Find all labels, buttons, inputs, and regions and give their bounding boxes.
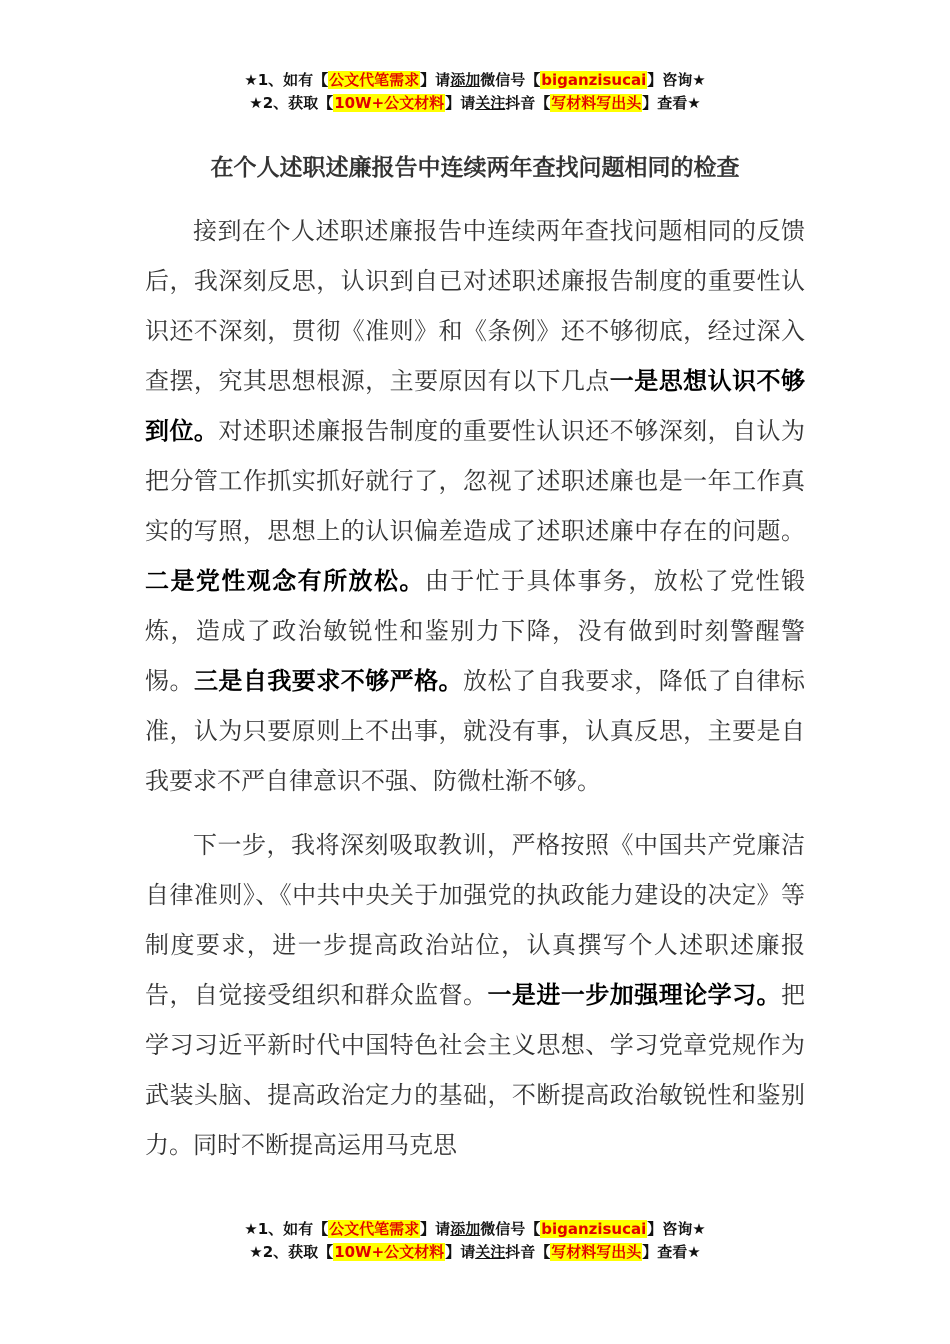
- banner-text: 抖音【: [505, 94, 551, 112]
- point-heading: 一是思想认识不够到位。: [145, 367, 806, 445]
- header-banner: [0, 69, 950, 115]
- highlight-wechat-id: biganzisucai: [541, 1220, 647, 1238]
- banner-text: 】请: [420, 1220, 451, 1238]
- banner-text: ★2、获取【: [249, 1243, 334, 1261]
- banner-underlined-text: 关注: [475, 1243, 506, 1261]
- banner-text: 】咨询★: [647, 71, 706, 89]
- banner-text: 】咨询★: [647, 1220, 706, 1238]
- paragraph-text: 对述职述廉报告制度的重要性认识还不够深刻，自认为把分管工作抓实抓好就行了，忽视了述职述廉也是一年工作真实的写照，思想上的认识偏差造成了述职述廉中存在的问题。: [145, 417, 806, 545]
- banner-text: 抖音【: [505, 1243, 551, 1261]
- paragraph-text: 把学习习近平新时代中国特色社会主义思想、学习党章党规作为武装头脑、提高政治定力的基础，不断提高政治敏锐性和鉴别力。同时不断提高运用马克思: [145, 981, 806, 1159]
- banner-text: 】请: [420, 71, 451, 89]
- paragraph-text: 接到在个人述职述廉报告中连续两年查找问题相同的反馈后，我深刻反思，认识到自已对述职述廉报告制度的重要性认识还不深刻，贯彻《准则》和《条例》还不够彻底，经过深入查摆，究其思想根源，主要原因有以下几点: [145, 217, 805, 395]
- point-heading: 三是自我要求不够严格。: [193, 667, 464, 695]
- highlight-materials: 10W+公文材料: [334, 1243, 445, 1261]
- point-heading: 二是党性观念有所放松。: [145, 567, 425, 595]
- banner-text: 】查看★: [642, 1243, 701, 1261]
- paragraph-text: 下一步，我将深刻吸取教训，严格按照《中国共产党廉洁自律准则》、《中共中央关于加强党的执政能力建设的决定》等制度要求，进一步提高政治站位，认真撰写个人述职述廉报告，自觉接受组织和群众监督。: [145, 831, 805, 1009]
- banner-text: 微信号【: [480, 71, 541, 89]
- paragraph-text: 由于忙于具体事务，放松了党性锻炼，造成了政治敏锐性和鉴别力下降，没有做到时刻警醒警惕。: [145, 567, 806, 695]
- banner-underlined-text: 添加: [450, 71, 481, 89]
- banner-text: ★1、如有【: [244, 1220, 329, 1238]
- highlight-douyin-account: 写材料写出头: [551, 94, 642, 112]
- highlight-materials: 10W+公文材料: [334, 94, 445, 112]
- document-title: 在个人述职述廉报告中连续两年查找问题相同的检查: [210, 155, 740, 181]
- banner-line-2: [0, 1241, 950, 1264]
- highlight-service: 公文代笔需求: [329, 71, 420, 89]
- banner-text: ★2、获取【: [249, 94, 334, 112]
- document-body: [145, 206, 805, 1170]
- highlight-wechat-id: biganzisucai: [541, 71, 647, 89]
- highlight-service: 公文代笔需求: [329, 1220, 420, 1238]
- banner-line-2: [0, 92, 950, 115]
- highlight-douyin-account: 写材料写出头: [551, 1243, 642, 1261]
- banner-text: 】查看★: [642, 94, 701, 112]
- banner-line-1: [0, 1218, 950, 1241]
- banner-line-1: [0, 69, 950, 92]
- point-heading: 一是进一步加强理论学习。: [487, 981, 782, 1009]
- banner-text: 】请: [445, 1243, 476, 1261]
- paragraph-reflection: [145, 206, 805, 806]
- banner-underlined-text: 关注: [475, 94, 506, 112]
- paragraph-next-steps: [145, 820, 805, 1170]
- banner-text: 】请: [445, 94, 476, 112]
- banner-text: ★1、如有【: [244, 71, 329, 89]
- footer-banner: [0, 1218, 950, 1264]
- banner-text: 微信号【: [480, 1220, 541, 1238]
- paragraph-text: 放松了自我要求，降低了自律标准，认为只要原则上不出事，就没有事，认真反思，主要是自我要求不严自律意识不强、防微杜渐不够。: [145, 667, 806, 795]
- banner-underlined-text: 添加: [450, 1220, 481, 1238]
